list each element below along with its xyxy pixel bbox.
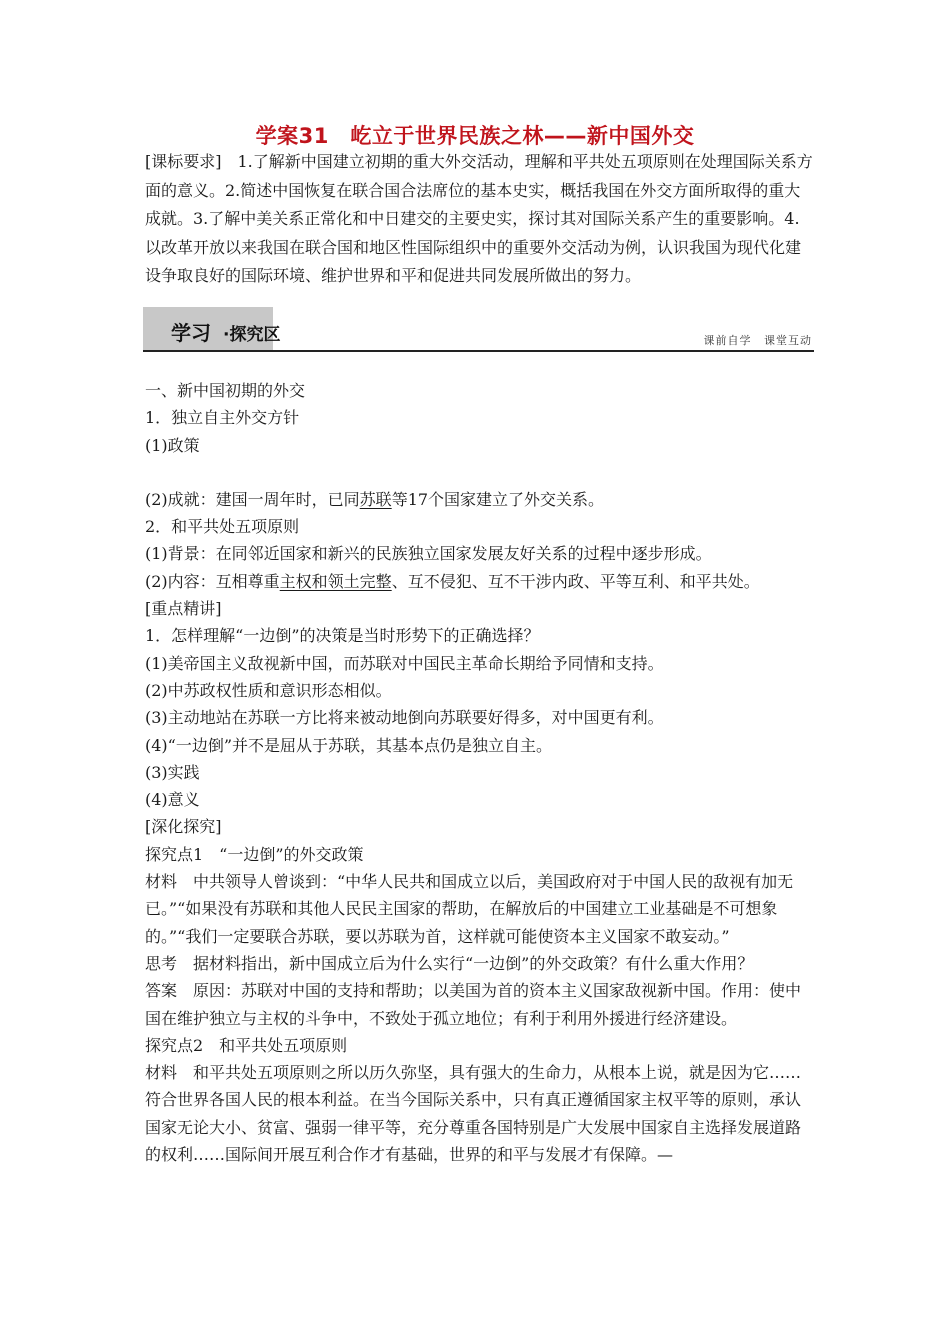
material-paragraph: 材料 中共领导人曾谈到：“中华人民共和国成立以后，美国政府对于中国人民的敌视有加无已。”“如果没有苏联和其他人民民主国家的帮助，在解放后的中国建立工业基础是不可想象的。”“我们一定要联合苏联，要以苏联为首，这样就可能使资本主义国家不敢妄动。” [145, 872, 794, 946]
requirements-tag: [课标要求] [145, 152, 222, 171]
underlined-answer: 苏联 [359, 489, 392, 509]
meaning-item: (4)意义 [145, 790, 200, 810]
banner-sub-label: ·探究区 [223, 325, 281, 345]
underlined-answer: 主权和领土完整 [279, 571, 392, 591]
text-span: 、互不侵犯、互不干涉内政、平等互利、和平共处。 [391, 571, 760, 591]
reason-item: (3)主动地站在苏联一方比将来被动地倒向苏联要好得多，对中国更有利。 [145, 708, 664, 728]
section-heading: 一、新中国初期的外交 [145, 381, 306, 400]
text-span: 等17个国家建立了外交关系。 [391, 489, 605, 509]
reason-item: (2)中苏政权性质和意识形态相似。 [145, 680, 392, 700]
content-item [145, 568, 813, 595]
inquiry-point: 探究点2 和平共处五项原则 [145, 1035, 348, 1055]
blank-line [145, 459, 813, 486]
reason-item: (1)美帝国主义敌视新中国，而苏联对中国民主革命长期给予同情和支持。 [145, 653, 664, 673]
key-points-tag: [重点精讲] [145, 599, 222, 619]
achievement-item [145, 486, 813, 513]
banner-rule [143, 350, 814, 352]
material-paragraph: 材料 和平共处五项原则之所以历久弥坚，具有强大的生命力，从根本上说，就是因为它……符合世界各国人民的根本利益。在当今国际关系中，只有真正遵循国家主权平等的原则，承认国家无论大小、贫富、强弱一律平等，充分尊重各国特别是广大发展中国家自主选择发展道路的权利……国际间开展互利合作才有基础，世界的和平与发展才有保障。— [145, 1063, 802, 1165]
banner-main-label: 学习 [171, 321, 211, 345]
reason-item: (4)“一边倒”并不是屈从于苏联，其基本点仍是独立自主。 [145, 735, 553, 755]
requirements-text: 1.了解新中国建立初期的重大外交活动，理解和平共处五项原则在处理国际关系方面的意义。2.简述中国恢复在联合国合法席位的基本史实，概括我国在外交方面所取得的重大成就。3.了解中美关系正常化和中日建交的主要史实，探讨其对国际关系产生的重要影响。4.以改革开放以来我国在联合国和地区性国际组织中的重要外交活动为例，认识我国为现代化建设争取良好的国际环境、维护世界和平和促进共同发展所做出的努力。 [145, 152, 813, 285]
text-span: (2)成就：建国一周年时，已同 [145, 489, 360, 509]
lesson-body [145, 377, 813, 1168]
banner-right-label: 课前自学 课堂互动 [703, 334, 812, 347]
curriculum-requirements [145, 148, 813, 291]
thinking-question: 思考 据材料指出，新中国成立后为什么实行“一边倒”的外交政策？有什么重大作用？ [145, 953, 754, 973]
subsection-heading: 1．独立自主外交方针 [145, 408, 300, 428]
question: 1．怎样理解“一边倒”的决策是当时形势下的正确选择？ [145, 626, 540, 646]
practice-item: (3)实践 [145, 762, 200, 782]
section-banner [143, 307, 814, 353]
inquiry-point: 探究点1 “一边倒”的外交政策 [145, 844, 364, 864]
background-item: (1)背景：在同邻近国家和新兴的民族独立国家发展友好关系的过程中逐步形成。 [145, 544, 712, 564]
policy-item: (1)政策 [145, 435, 200, 455]
lesson-title: 学案31 屹立于世界民族之林——新中国外交 [255, 124, 695, 148]
text-span: (2)内容：互相尊重 [145, 571, 280, 591]
deep-inquiry-tag: [深化探究] [145, 817, 222, 837]
answer-paragraph: 答案 原因：苏联对中国的支持和帮助；以美国为首的资本主义国家敌视新中国。作用：使中国在维护独立与主权的斗争中，不致处于孤立地位；有利于利用外援进行经济建设。 [145, 981, 802, 1028]
subsection-heading: 2．和平共处五项原则 [145, 517, 300, 537]
